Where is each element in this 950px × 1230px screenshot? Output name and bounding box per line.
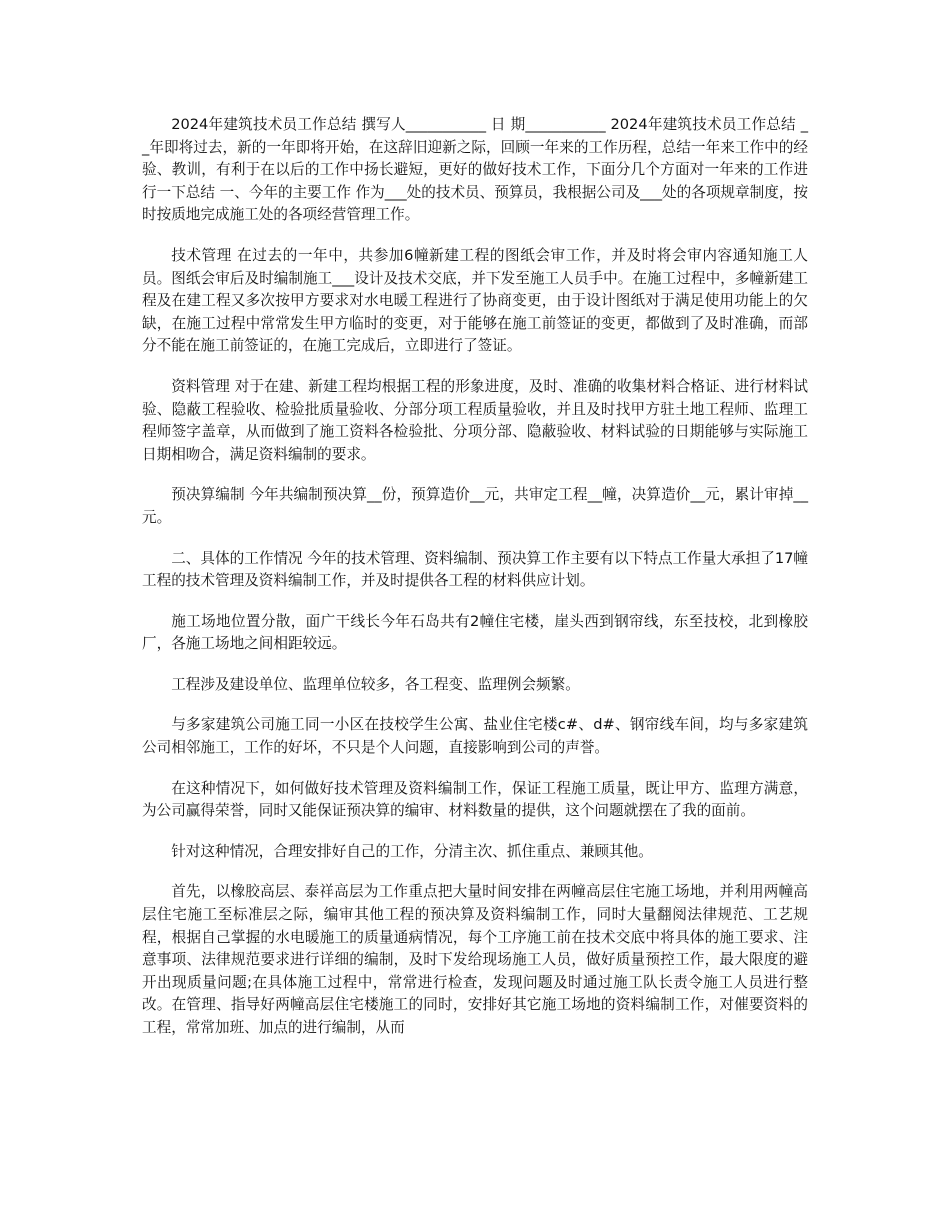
paragraph-approach: 针对这种情况，合理安排好自己的工作，分清主次、抓住重点、兼顾其他。 bbox=[171, 842, 653, 860]
paragraph-document-management: 资料管理 对于在建、新建工程均根据工程的形象进度，及时、准确的收集材料合格证、进行材料试验、隐蔽工程验收、检验批质量验收、分部分项工程质量验收，并且及时找甲方驻土地工程师、监理工程师签字盖章，从而做到了施工资料各检验批、分项分部、隐蔽验收、材料试验的日期能够与实际施工日期相吻合，满足资料编制的要求。 bbox=[142, 377, 808, 463]
paragraph-site-dispersed: 施工场地位置分散，面广干线长今年石岛共有2幢住宅楼，崖头西到钢帘线，东至技校，北到橡胶厂，各施工场地之间相距较远。 bbox=[142, 612, 808, 653]
paragraph-budget: 预决算编制 今年共编制预决算__份，预算造价__元，共审定工程__幢，决算造价__元，累计审掉__元。 bbox=[142, 486, 808, 526]
paragraph-multiple-companies: 与多家建筑公司施工同一小区在技校学生公寓、盐业住宅楼c#、d#、钢帘线车间，均与多家建筑公司相邻施工，工作的好坏，不只是个人问题，直接影响到公司的声誉。 bbox=[142, 716, 808, 757]
paragraph-intro: 2024年建筑技术员工作总结 撰写人___________ 日 期___________ 2024年建筑技术员工作总结 __年即将过去，新的一年即将开始，在这辞旧迎新之际，回顾一年来的工作历程，总结一年来工作中的经验、教训，有利于在以后的工作中扬长避短，更好的做好技术工作，下面分几个方面对一年来的工作进行一下总结 一、今年的主要工作 作为___处的技术员、预算员，我根据公司及___处的各项规章制度，按时按质地完成施工处的各项经营管理工作。 bbox=[142, 116, 809, 224]
paragraph-technical-management: 技术管理 在过去的一年中，共参加6幢新建工程的图纸会审工作，并及时将会审内容通知施工人员。图纸会审后及时编制施工___设计及技术交底，并下发至施工人员手中。在施工过程中，多幢新建工程及在建工程又多次按甲方要求对水电暖工程进行了协商变更，由于设计图纸对于满足使用功能上的欠缺，在施工过程中常常发生甲方临时的变更，对于能够在施工前签证的变更，都做到了及时准确，而部分不能在施工前签证的，在施工完成后，立即进行了签证。 bbox=[142, 246, 808, 355]
paragraph-challenge: 在这种情况下，如何做好技术管理及资料编制工作，保证工程施工质量，既让甲方、监理方满意，为公司赢得荣誉，同时又能保证预决算的编审、材料数量的提供，这个问题就摆在了我的面前。 bbox=[142, 779, 808, 820]
paragraph-many-units: 工程涉及建设单位、监理单位较多，各工程变、监理例会频繁。 bbox=[171, 675, 580, 693]
document-page bbox=[142, 114, 808, 1058]
paragraph-first: 首先，以橡胶高层、泰祥高层为工作重点把大量时间安排在两幢高层住宅施工场地，并利用两幢高层住宅施工至标准层之际，编审其他工程的预决算及资料编制工作，同时大量翻阅法律规范、工艺规程，根据自己掌握的水电暖施工的质量通病情况，每个工序施工前在技术交底中将具体的施工要求、注意事项、法律规范要求进行详细的编制，及时下发给现场施工人员，做好质量预控工作，最大限度的避开出现质量问题;在具体施工过程中，常常进行检查，发现问题及时通过施工队长责令施工人员进行整改。在管理、指导好两幢高层住宅楼施工的同时，安排好其它施工场地的资料编制工作，对催要资料的工程，常常加班、加点的进行编制，从而 bbox=[142, 883, 808, 1036]
paragraph-work-situation: 二、具体的工作情况 今年的技术管理、资料编制、预决算工作主要有以下特点工作量大承担了17幢工程的技术管理及资料编制工作，并及时提供各工程的材料供应计划。 bbox=[142, 549, 808, 590]
